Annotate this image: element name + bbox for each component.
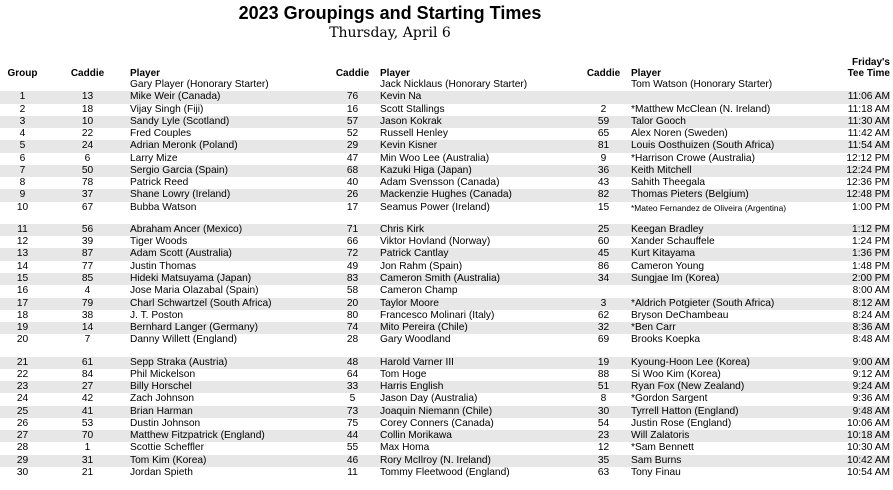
caddie-3: 59 (576, 116, 631, 128)
caddie-1: 56 (45, 224, 130, 236)
table-row (0, 116, 890, 128)
player-1: Zach Johnson (130, 393, 194, 405)
player-1: Matthew Fitzpatrick (England) (130, 430, 325, 442)
group-number: 9 (0, 189, 45, 201)
caddie-2: 26 (325, 189, 380, 201)
player-2: Mito Pereira (Chile) (380, 322, 576, 334)
table-row (0, 165, 890, 177)
page-title: 2023 Groupings and Starting Times (238, 3, 542, 23)
player-3: Thomas Pieters (Belgium) (631, 189, 820, 201)
group-number: 11 (0, 224, 45, 236)
caddie-3: 54 (597, 417, 610, 429)
caddie-3: 2 (600, 103, 607, 115)
tee-time: 9:00 AM (820, 357, 890, 369)
caddie-2: 29 (325, 140, 380, 152)
honorary-starter-1: Gary Player (Honorary Starter) (130, 79, 269, 90)
caddie-1: 42 (81, 393, 94, 405)
group-number: 16 (16, 285, 29, 297)
table-row (0, 202, 890, 214)
player-1: Bubba Watson (130, 201, 197, 213)
table-row (0, 236, 890, 248)
tee-time: 2:00 PM (820, 273, 890, 285)
group-separator (0, 347, 890, 357)
group-number: 28 (16, 442, 29, 454)
player-3: Will Zalatoris (631, 430, 820, 442)
table-row (0, 128, 890, 140)
tee-time: 12:48 PM (820, 189, 890, 201)
tee-time: 11:06 AM (820, 91, 890, 103)
caddie-1: 38 (81, 309, 94, 321)
tee-time: 11:18 AM (847, 103, 890, 115)
player-2: Taylor Moore (380, 298, 576, 310)
group-number: 15 (0, 273, 45, 285)
player-2: Jon Rahm (Spain) (380, 260, 463, 272)
caddie-1: 84 (81, 368, 94, 380)
tee-time: 11:54 AM (820, 140, 890, 152)
player-3 (631, 285, 820, 297)
caddie-3: 65 (597, 128, 610, 140)
honorary-row (0, 79, 890, 91)
player-1: Adrian Meronk (Poland) (130, 140, 325, 152)
caddie-1: 7 (84, 334, 91, 346)
player-3: Talor Gooch (631, 116, 820, 128)
caddie-1: 10 (45, 116, 130, 128)
caddie-2: 11 (347, 466, 358, 478)
caddie-3: 43 (597, 177, 610, 189)
tee-time: 9:12 AM (852, 368, 890, 380)
tee-time: 9:48 AM (820, 406, 890, 418)
tee-time: 10:42 AM (820, 455, 890, 467)
tee-time: 1:00 PM (852, 201, 890, 213)
group-separator (0, 214, 890, 224)
player-1: Fred Couples (130, 128, 192, 140)
tee-time: 9:24 AM (820, 381, 890, 393)
caddie-1: 85 (45, 273, 130, 285)
player-2: Francesco Molinari (Italy) (380, 309, 495, 321)
tee-time: 1:48 PM (852, 260, 890, 272)
tee-time: 9:36 AM (852, 393, 890, 405)
player-1: Jose Maria Olazabal (Spain) (130, 285, 259, 297)
tee-time: 1:12 PM (820, 224, 890, 236)
caddie-1: 50 (45, 165, 130, 177)
player-1: Sandy Lyle (Scotland) (130, 116, 325, 128)
table-row (0, 153, 890, 165)
caddie-3: 45 (576, 248, 631, 260)
caddie-1: 77 (81, 260, 94, 272)
player-1: Scottie Scheffler (130, 442, 204, 454)
caddie-3 (576, 91, 631, 103)
player-1: Tom Kim (Korea) (130, 455, 325, 467)
caddie-2: 40 (346, 177, 359, 189)
player-3: Keegan Bradley (631, 224, 820, 236)
player-1: Bernhard Langer (Germany) (130, 322, 325, 334)
caddie-1: 39 (81, 236, 94, 248)
caddie-2: 5 (349, 393, 356, 405)
caddie-2: 52 (346, 128, 359, 140)
caddie-3: 12 (597, 442, 610, 454)
caddie-2: 58 (346, 285, 359, 297)
player-2: Viktor Hovland (Norway) (380, 236, 491, 248)
honorary-starter-3: Tom Watson (Honorary Starter) (631, 79, 773, 90)
table-row (0, 369, 890, 381)
player-2: Tommy Fleetwood (England) (380, 466, 510, 478)
player-2: Kevin Na (380, 91, 576, 103)
table-row (0, 357, 890, 369)
caddie-3: 86 (597, 260, 610, 272)
player-3: *Aldrich Potgieter (South Africa) (631, 298, 820, 310)
table-row (0, 248, 890, 260)
player-2: Harris English (380, 381, 576, 393)
caddie-3: 51 (576, 381, 631, 393)
player-1: Abraham Ancer (Mexico) (130, 224, 325, 236)
tee-time: 11:42 AM (847, 128, 890, 140)
player-2: Gary Woodland (380, 334, 451, 346)
groupings-table (0, 53, 890, 479)
header-caddie-3: Caddie (586, 68, 621, 79)
player-2: Kevin Kisner (380, 140, 576, 152)
caddie-2: 66 (346, 236, 359, 248)
caddie-2: 55 (346, 442, 359, 454)
player-3: Sam Burns (631, 455, 820, 467)
player-3: Tyrrell Hatton (England) (631, 406, 820, 418)
group-number: 25 (0, 406, 45, 418)
tee-time: 10:18 AM (820, 430, 890, 442)
caddie-1: 13 (45, 91, 130, 103)
player-2: Jason Kokrak (380, 116, 576, 128)
player-1: Brian Harman (130, 406, 325, 418)
header-player-2: Player (380, 68, 411, 79)
player-3: Sungjae Im (Korea) (631, 273, 820, 285)
player-3: Bryson DeChambeau (631, 309, 729, 321)
player-2: Kazuki Higa (Japan) (380, 165, 576, 177)
player-2: Scott Stallings (380, 103, 445, 115)
player-2: Rory McIlroy (N. Ireland) (380, 455, 576, 467)
caddie-2: 16 (346, 103, 359, 115)
player-1: Hideki Matsuyama (Japan) (130, 273, 325, 285)
table-row (0, 104, 890, 116)
caddie-1: 79 (45, 298, 130, 310)
player-2: Adam Svensson (Canada) (380, 177, 500, 189)
caddie-2: 72 (325, 248, 380, 260)
table-row (0, 406, 890, 418)
caddie-1: 31 (45, 455, 130, 467)
caddie-3: 32 (576, 322, 631, 334)
player-2: Min Woo Lee (Australia) (380, 152, 490, 164)
player-1: Phil Mickelson (130, 368, 196, 380)
caddie-3: 60 (597, 236, 610, 248)
group-number: 6 (19, 152, 26, 164)
tee-time: 8:48 AM (852, 334, 890, 346)
player-1: Billy Horschel (130, 381, 325, 393)
player-2: Chris Kirk (380, 224, 576, 236)
group-number: 20 (16, 334, 29, 346)
group-number: 21 (0, 357, 45, 369)
caddie-3: 62 (597, 309, 610, 321)
header-group: Group (7, 68, 38, 79)
caddie-3: 69 (597, 334, 610, 346)
caddie-1: 21 (81, 466, 94, 478)
player-1: Justin Thomas (130, 260, 197, 272)
caddie-3: 23 (576, 430, 631, 442)
player-1: Larry Mize (130, 152, 178, 164)
table-row (0, 177, 890, 189)
group-number: 17 (0, 298, 45, 310)
caddie-2: 80 (346, 309, 359, 321)
table-row (0, 393, 890, 405)
player-3: Tony Finau (631, 466, 681, 478)
caddie-1: 87 (45, 248, 130, 260)
caddie-3: 8 (600, 393, 607, 405)
caddie-3: 63 (597, 466, 610, 478)
group-number: 27 (0, 430, 45, 442)
group-number: 26 (16, 417, 29, 429)
caddie-2: 64 (346, 368, 359, 380)
table-row (0, 273, 890, 285)
header-tee-time-line1: Friday's (852, 57, 890, 68)
player-1: Adam Scott (Australia) (130, 248, 325, 260)
table-row (0, 91, 890, 103)
group-number: 3 (0, 116, 45, 128)
caddie-1: 27 (45, 381, 130, 393)
caddie-3 (576, 285, 631, 297)
caddie-1: 14 (45, 322, 130, 334)
group-number: 7 (0, 165, 45, 177)
player-2: Russell Henley (380, 128, 448, 140)
group-number: 13 (0, 248, 45, 260)
tee-time: 8:00 AM (852, 285, 890, 297)
player-3 (631, 91, 820, 103)
caddie-2: 47 (346, 152, 359, 164)
group-number: 23 (0, 381, 45, 393)
table-row (0, 261, 890, 273)
caddie-1: 53 (81, 417, 94, 429)
player-1: Dustin Johnson (130, 417, 201, 429)
caddie-1: 78 (81, 177, 94, 189)
group-number: 2 (19, 103, 26, 115)
tee-time: 10:30 AM (846, 442, 890, 454)
header-player-3: Player (631, 68, 662, 79)
table-row (0, 442, 890, 454)
player-1: Jordan Spieth (130, 466, 193, 478)
player-2: Collin Morikawa (380, 430, 576, 442)
group-number: 4 (19, 128, 26, 140)
header-caddie-1: Caddie (70, 68, 105, 79)
group-number: 12 (16, 236, 29, 248)
caddie-1: 18 (81, 103, 94, 115)
player-3: *Sam Bennett (631, 442, 694, 454)
caddie-2: 68 (325, 165, 380, 177)
caddie-2: 57 (325, 116, 380, 128)
player-1: Shane Lowry (Ireland) (130, 189, 325, 201)
header-tee-time-line2: Tee Time (847, 68, 890, 79)
caddie-2: 76 (325, 91, 380, 103)
caddie-3: 19 (576, 357, 631, 369)
group-number: 19 (0, 322, 45, 334)
tee-time: 8:12 AM (820, 298, 890, 310)
group-number: 30 (16, 466, 29, 478)
caddie-2: 33 (325, 381, 380, 393)
caddie-3: 3 (576, 298, 631, 310)
table-row (0, 298, 890, 310)
table-row (0, 310, 890, 322)
player-2: Mackenzie Hughes (Canada) (380, 189, 576, 201)
caddie-3: 15 (597, 201, 610, 213)
player-3: Cameron Young (631, 260, 705, 272)
tee-time: 12:36 PM (846, 177, 890, 189)
table-row (0, 334, 890, 346)
tee-time: 8:24 AM (852, 309, 890, 321)
player-1: Mike Weir (Canada) (130, 91, 325, 103)
caddie-1: 67 (81, 201, 94, 213)
caddie-2: 71 (325, 224, 380, 236)
caddie-1: 1 (84, 442, 91, 454)
player-3: Kurt Kitayama (631, 248, 820, 260)
caddie-3: 82 (576, 189, 631, 201)
caddie-1: 4 (84, 285, 91, 297)
player-3: Ryan Fox (New Zealand) (631, 381, 820, 393)
caddie-2: 46 (325, 455, 380, 467)
table-row (0, 430, 890, 442)
player-3: *Gordon Sargent (631, 393, 708, 405)
tee-time: 12:24 PM (820, 165, 890, 177)
header-player-1: Player (130, 68, 161, 79)
player-3: Louis Oosthuizen (South Africa) (631, 140, 820, 152)
caddie-2: 49 (346, 260, 359, 272)
caddie-1: 22 (81, 128, 94, 140)
tee-time: 8:36 AM (820, 322, 890, 334)
player-2: Seamus Power (Ireland) (380, 201, 490, 213)
table-row (0, 455, 890, 467)
player-3: Sahith Theegala (631, 177, 706, 189)
player-2: Max Homa (380, 442, 430, 454)
player-3: Alex Noren (Sweden) (631, 128, 728, 140)
caddie-3: 88 (597, 368, 610, 380)
player-3: Brooks Koepka (631, 334, 701, 346)
player-1: J. T. Poston (130, 309, 184, 321)
caddie-3: 9 (600, 152, 607, 164)
tee-time: 12:12 PM (846, 152, 890, 164)
group-number: 18 (16, 309, 29, 321)
player-2: Cameron Smith (Australia) (380, 273, 576, 285)
caddie-1: 24 (45, 140, 130, 152)
tee-time: 10:06 AM (846, 417, 890, 429)
honorary-starter-2: Jack Nicklaus (Honorary Starter) (380, 79, 528, 90)
caddie-2: 48 (325, 357, 380, 369)
player-3: *Harrison Crowe (Australia) (631, 152, 755, 164)
player-1: Sepp Straka (Austria) (130, 357, 325, 369)
group-number: 8 (19, 177, 26, 189)
header-tee-time (820, 53, 890, 79)
group-number: 22 (16, 368, 29, 380)
caddie-2: 83 (325, 273, 380, 285)
caddie-2: 44 (325, 430, 380, 442)
table-row (0, 189, 890, 201)
tee-time: 1:24 PM (852, 236, 890, 248)
player-2: Harold Varner III (380, 357, 576, 369)
caddie-3: 25 (576, 224, 631, 236)
caddie-2: 75 (346, 417, 359, 429)
player-1: Tiger Woods (130, 236, 188, 248)
caddie-1: 41 (45, 406, 130, 418)
caddie-2: 17 (346, 201, 359, 213)
tee-time: 1:36 PM (820, 248, 890, 260)
player-1: Charl Schwartzel (South Africa) (130, 298, 325, 310)
group-number: 29 (0, 455, 45, 467)
player-2: Patrick Cantlay (380, 248, 576, 260)
player-2: Tom Hoge (380, 368, 427, 380)
player-2: Cameron Champ (380, 285, 458, 297)
table-row (0, 381, 890, 393)
player-2: Joaquin Niemann (Chile) (380, 406, 576, 418)
player-3: *Ben Carr (631, 322, 820, 334)
group-number: 1 (0, 91, 45, 103)
player-3: *Matthew McClean (N. Ireland) (631, 103, 771, 115)
caddie-1: 61 (45, 357, 130, 369)
table-row (0, 285, 890, 297)
player-3: *Mateo Fernandez de Oliveira (Argentina) (631, 202, 787, 213)
caddie-1: 37 (45, 189, 130, 201)
tee-time: 10:54 AM (846, 466, 890, 478)
table-header-row (0, 53, 890, 79)
caddie-3: 81 (576, 140, 631, 152)
caddie-3: 34 (576, 273, 631, 285)
player-2: Jason Day (Australia) (380, 393, 478, 405)
tee-time: 11:30 AM (820, 116, 890, 128)
table-row (0, 322, 890, 334)
table-body (0, 79, 890, 479)
player-1: Patrick Reed (130, 177, 189, 189)
player-3: Si Woo Kim (Korea) (631, 368, 721, 380)
page-subtitle: Thursday, April 6 (329, 25, 451, 41)
table-row (0, 467, 890, 479)
player-3: Justin Rose (England) (631, 417, 732, 429)
caddie-3: 35 (576, 455, 631, 467)
group-number: 10 (16, 201, 29, 213)
caddie-1: 70 (45, 430, 130, 442)
caddie-2: 28 (346, 334, 359, 346)
group-number: 24 (16, 393, 29, 405)
player-3: Keith Mitchell (631, 165, 820, 177)
group-number: 14 (16, 260, 29, 272)
caddie-2: 20 (325, 298, 380, 310)
caddie-1: 6 (84, 152, 91, 164)
table-row (0, 224, 890, 236)
group-number: 5 (0, 140, 45, 152)
table-row (0, 140, 890, 152)
header-caddie-2: Caddie (335, 68, 370, 79)
player-1: Danny Willett (England) (130, 334, 238, 346)
player-1: Sergio Garcia (Spain) (130, 165, 325, 177)
caddie-3: 36 (576, 165, 631, 177)
player-2: Corey Conners (Canada) (380, 417, 494, 429)
caddie-2: 74 (325, 322, 380, 334)
caddie-3: 30 (576, 406, 631, 418)
player-3: Kyoung-Hoon Lee (Korea) (631, 357, 820, 369)
caddie-2: 73 (325, 406, 380, 418)
player-3: Xander Schauffele (631, 236, 715, 248)
player-1: Vijay Singh (Fiji) (130, 103, 204, 115)
table-row (0, 418, 890, 430)
